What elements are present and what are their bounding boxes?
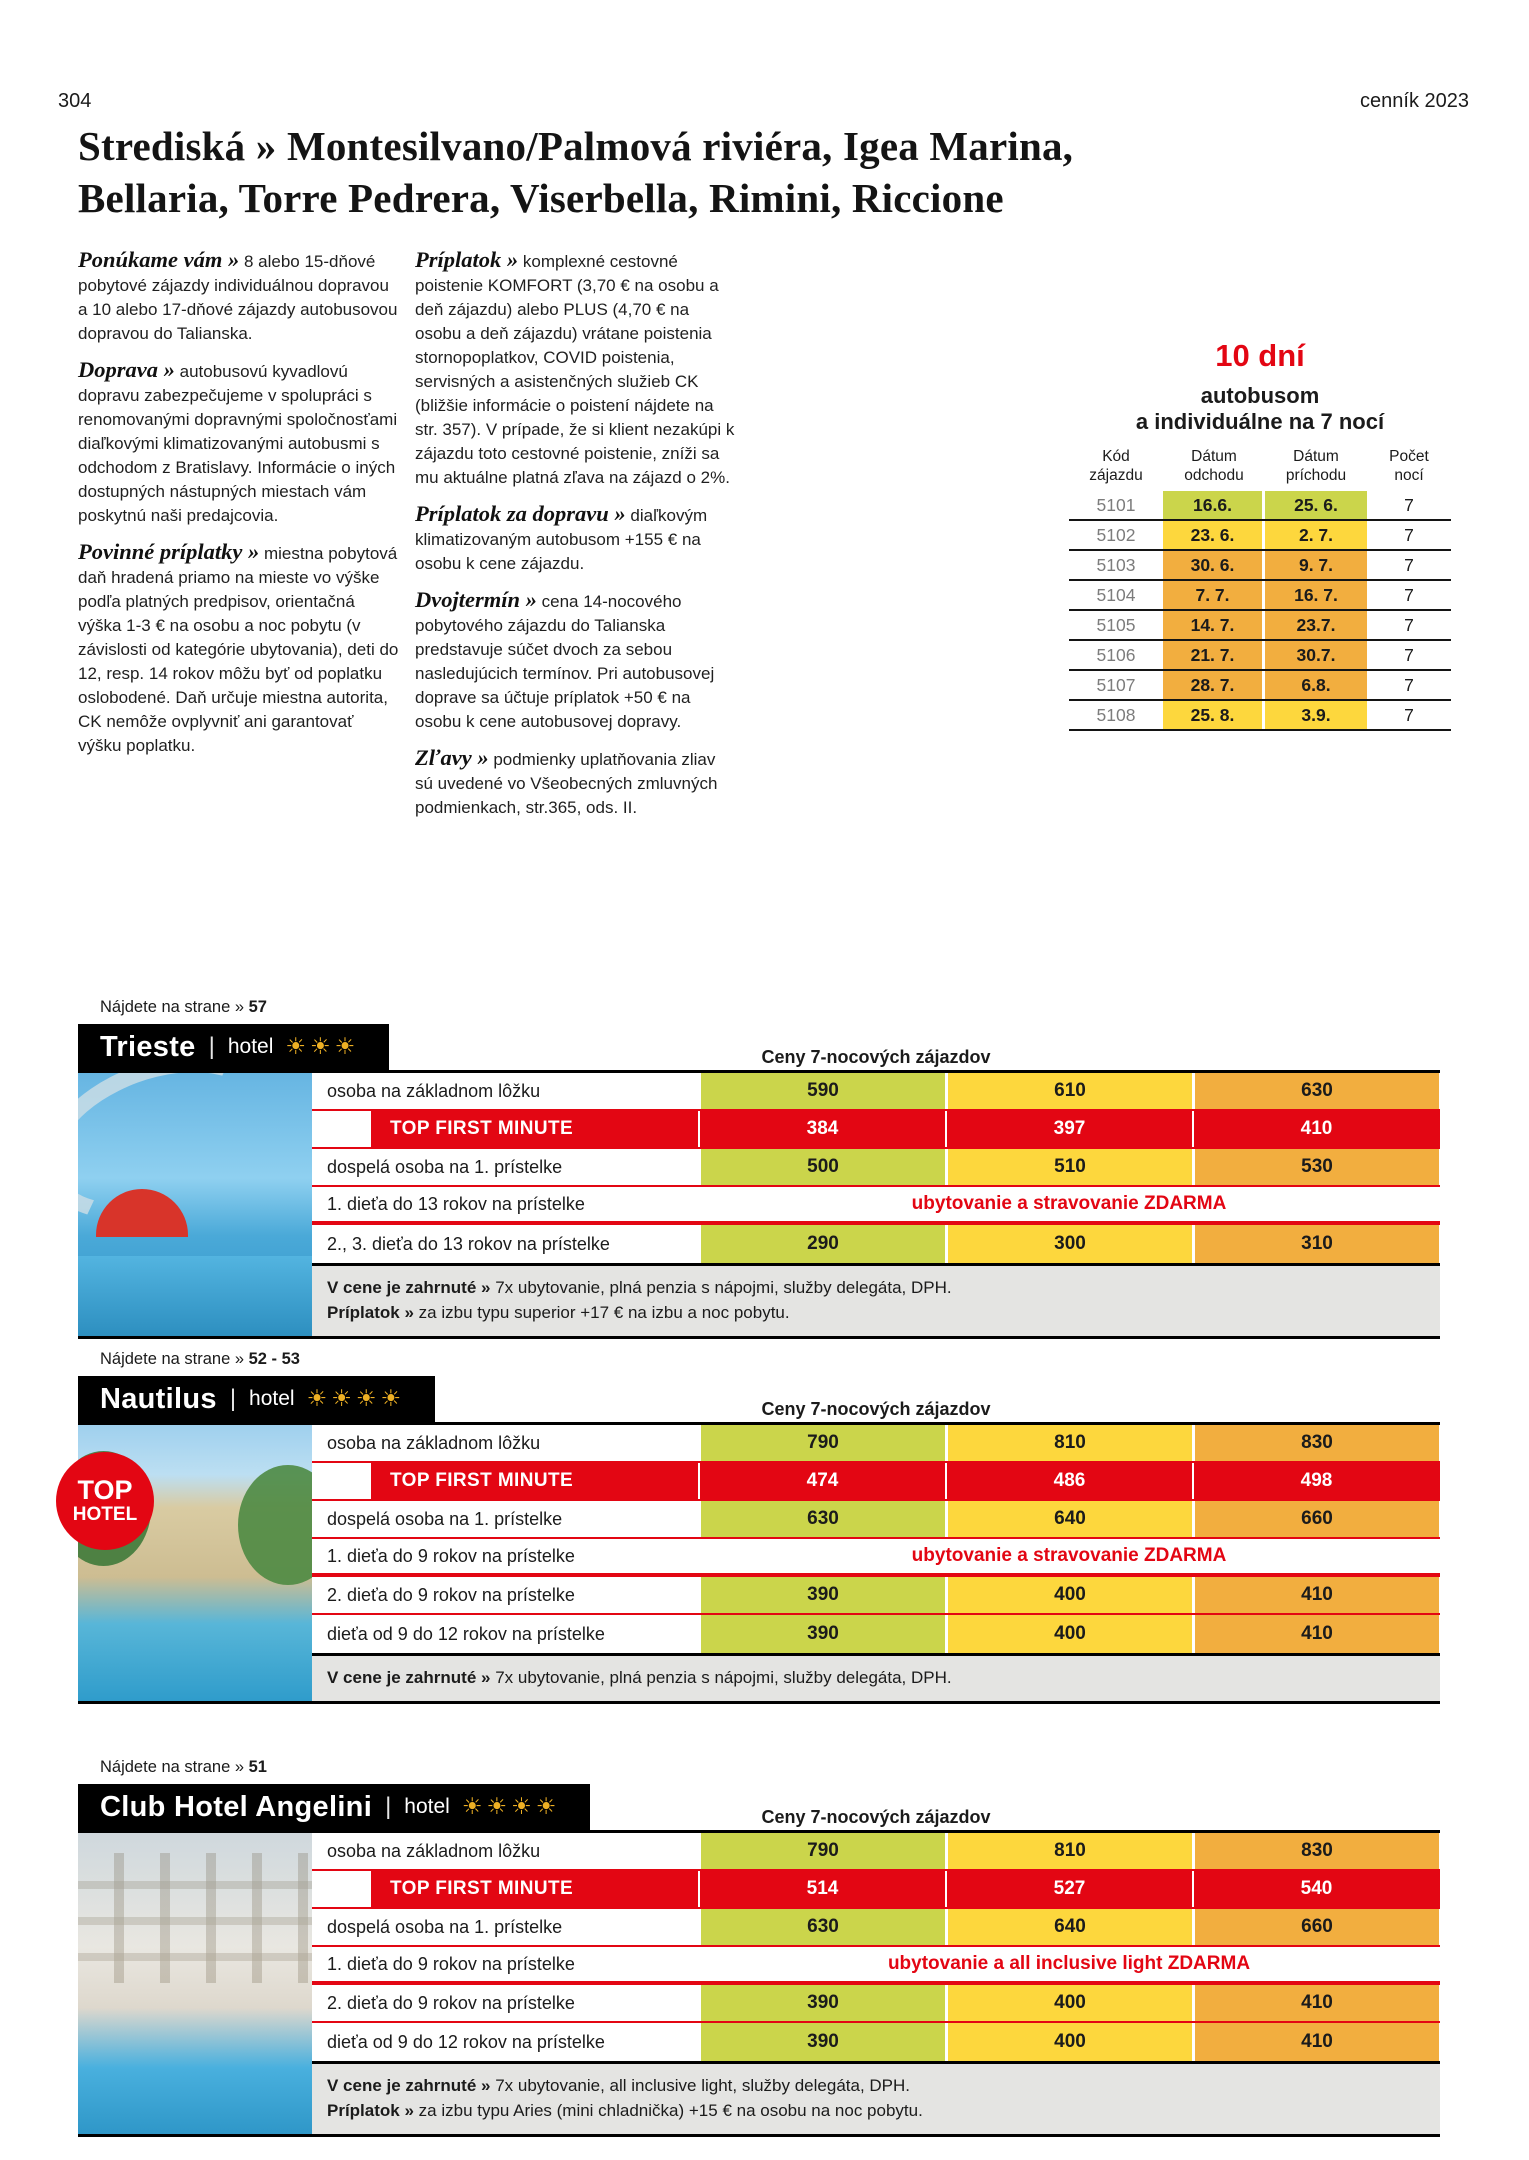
departure-row: 5103 30. 6. 9. 7. 7 — [1069, 551, 1451, 581]
divider: | — [385, 1793, 392, 1820]
price-cell: 410 — [1192, 1577, 1439, 1613]
price-row — [312, 1073, 1440, 1111]
badge-line2: HOTEL — [72, 1504, 138, 1525]
sun-star-icons: ☀☀☀☀ — [306, 1385, 406, 1412]
page-reference: Nájdete na strane » 52 - 53 — [100, 1350, 300, 1368]
divider: | — [208, 1033, 215, 1060]
notch — [312, 1111, 371, 1147]
price-cell: 390 — [698, 1985, 945, 2021]
price-cell: 660 — [1192, 1909, 1439, 1945]
hotel-category: hotel — [404, 1795, 450, 1818]
departure-row: 5107 28. 7. 6.8. 7 — [1069, 671, 1451, 701]
hotel-name: Club Hotel Angelini — [100, 1790, 373, 1823]
hotel-photo — [78, 1073, 312, 1336]
notch — [312, 1463, 371, 1499]
included-note: V cene je zahrnuté » 7x ubytovanie, all inclusive light, služby delegáta, DPH. — [327, 2076, 911, 2095]
price-cell: 486 — [945, 1463, 1192, 1499]
page-title-line2: Bellaria, Torre Pedrera, Viserbella, Rimini, Riccione — [78, 175, 1004, 221]
price-table-header: Ceny 7-nocových zájazdov — [761, 1047, 991, 1067]
price-row — [312, 1149, 1440, 1187]
price-row — [312, 1985, 1440, 2023]
top-first-minute-row — [312, 1463, 1440, 1501]
row-label: 2. dieťa do 9 rokov na prístelke — [312, 1577, 698, 1613]
price-table-header: Ceny 7-nocových zájazdov — [761, 1399, 991, 1419]
page-reference-number: 52 - 53 — [248, 1350, 300, 1368]
departures-subtitle-2: a individuálne na 7 nocí — [1135, 409, 1385, 434]
included-note: V cene je zahrnuté » 7x ubytovanie, plná penzia s nápojmi, služby delegáta, DPH. — [327, 1668, 952, 1687]
price-cell: 390 — [698, 1577, 945, 1613]
free-row-text: ubytovanie a stravovanie ZDARMA — [911, 1545, 1227, 1566]
top-first-minute-row — [312, 1871, 1440, 1909]
free-row — [312, 1947, 1440, 1985]
paragraph-text: diaľkovým klimatizovaným autobusom +155 € na osobu k cene zájazdu. — [415, 506, 708, 573]
surcharge-note: Príplatok » za izbu typu Aries (mini chladnička) +15 € na osobu na noc pobytu. — [327, 2101, 923, 2120]
pool-shape — [78, 1256, 312, 1336]
row-label: dospelá osoba na 1. prístelke — [312, 1909, 698, 1945]
price-cell: 660 — [1192, 1501, 1439, 1537]
free-row — [312, 1539, 1440, 1577]
paragraph-lead: Doprava » — [78, 357, 175, 382]
paragraph-lead: Príplatok » — [415, 247, 519, 272]
row-label: osoba na základnom lôžku — [312, 1073, 698, 1109]
price-cell: 630 — [1192, 1073, 1439, 1109]
price-cell: 810 — [945, 1425, 1192, 1461]
price-cell: 630 — [698, 1909, 945, 1945]
paragraph-text: 8 alebo 15-dňové pobytové zájazdy individuálnou dopravou a 10 alebo 17-dňové zájazdy autobusovou dopravou do Talianska. — [78, 252, 398, 343]
page-reference: Nájdete na strane » 51 — [100, 1758, 267, 1776]
page-number: 304 — [58, 90, 92, 112]
price-row — [312, 1577, 1440, 1615]
price-cell: 790 — [698, 1425, 945, 1461]
row-label: 1. dieťa do 9 rokov na prístelke — [312, 1947, 698, 1981]
price-cell: 400 — [945, 1985, 1192, 2021]
sun-star-icons: ☀☀☀☀ — [461, 1793, 561, 1820]
hotel-header-row — [78, 1784, 1440, 1830]
hotel-footer-notes — [312, 2064, 1440, 2134]
price-row — [312, 1225, 1440, 1263]
page-title-line1: Strediská » Montesilvano/Palmová riviéra, Igea Marina, — [78, 123, 1074, 169]
hotel-price-table — [78, 1070, 1440, 1339]
departures-col-header: Počet nocí — [1389, 448, 1429, 484]
intro-paragraph — [415, 588, 738, 734]
paragraph-lead: Príplatok za dopravu » — [415, 501, 626, 526]
top-hotel-badge — [56, 1452, 154, 1550]
top-first-minute-row — [312, 1111, 1440, 1149]
paragraph-text: komplexné cestovné poistenie KOMFORT (3,70 € na osobu a deň zájazdu) alebo PLUS (4,70 € na osobu a deň zájazdu) vrátane poistenia stornopoplatkov, COVID poistenia, servisných a asistenčných služieb CK (bližšie informácie o poistení nájdete na str. 357). V prípade, že si klient nezakúpi k zájazdu toto cestovné poistenie, zníži sa mu aktuálne platná zľava na zájazd o 2%. — [415, 252, 735, 487]
row-label: TOP FIRST MINUTE — [312, 1463, 698, 1499]
catalog-edition: cenník 2023 — [1360, 90, 1469, 112]
row-label: TOP FIRST MINUTE — [312, 1871, 698, 1907]
price-cell: 810 — [945, 1833, 1192, 1869]
sun-star-icons: ☀☀☀ — [285, 1033, 360, 1060]
price-cell: 498 — [1192, 1463, 1439, 1499]
included-note: V cene je zahrnuté » 7x ubytovanie, plná penzia s nápojmi, služby delegáta, DPH. — [327, 1278, 952, 1297]
paragraph-lead: Povinné príplatky » — [78, 539, 260, 564]
row-label: TOP FIRST MINUTE — [312, 1111, 698, 1147]
price-cell: 400 — [945, 1577, 1192, 1613]
hotel-name: Nautilus — [100, 1382, 217, 1415]
departure-row: 5101 16.6. 25. 6. 7 — [1069, 491, 1451, 521]
row-label: 2. dieťa do 9 rokov na prístelke — [312, 1985, 698, 2021]
departures-col-header: Dátum odchodu — [1184, 448, 1244, 484]
surcharge-note: Príplatok » za izbu typu superior +17 € na izbu a noc pobytu. — [327, 1303, 790, 1322]
price-cell: 630 — [698, 1501, 945, 1537]
tree-shape — [238, 1465, 312, 1585]
intro-paragraph — [78, 248, 401, 346]
price-cell: 640 — [945, 1909, 1192, 1945]
hotel-price-table — [78, 1830, 1440, 2137]
hotel-category: hotel — [249, 1387, 295, 1410]
price-row — [312, 1615, 1440, 1653]
price-cell: 510 — [945, 1149, 1192, 1185]
paragraph-text: autobusovú kyvadlovú dopravu zabezpečujeme v spolupráci s renomovanými dopravnými spoločnosťami diaľkovými klimatizovanými autobusmi s odchodom z Bratislavy. Informácie o iných dostupných nástupných miestach vám poskytnú naši predajcovia. — [78, 362, 398, 525]
price-cell: 400 — [945, 2023, 1192, 2061]
price-row — [312, 1501, 1440, 1539]
departures-col-header: Kód zájazdu — [1089, 448, 1143, 484]
price-cell: 474 — [698, 1463, 945, 1499]
hotel-section-nautilus — [78, 1350, 1440, 1704]
intro-text — [78, 248, 738, 832]
price-cell: 290 — [698, 1225, 945, 1263]
row-label: osoba na základnom lôžku — [312, 1833, 698, 1869]
paragraph-text: cena 14-nocového pobytového zájazdu do Talianska predstavuje súčet dvoch za sebou nasledujúcich termínov. Pri autobusovej doprave sa účtuje príplatok +50 € na osobu k cene autobusovej dopravy. — [415, 592, 715, 731]
departure-row: 5108 25. 8. 3.9. 7 — [1069, 701, 1451, 731]
paragraph-text: podmienky uplatňovania zliav sú uvedené vo Všeobecných zmluvných podmienkach, str.365, ods. II. — [415, 750, 718, 817]
hotel-price-table — [78, 1422, 1440, 1704]
departure-row: 5105 14. 7. 23.7. 7 — [1069, 611, 1451, 641]
departure-row: 5102 23. 6. 2. 7. 7 — [1069, 521, 1451, 551]
price-cell: 400 — [945, 1615, 1192, 1653]
divider: | — [229, 1385, 237, 1412]
hotel-photo — [78, 1833, 312, 2134]
price-cell: 500 — [698, 1149, 945, 1185]
hotel-footer-notes — [312, 1266, 1440, 1336]
price-cell: 410 — [1192, 1985, 1439, 2021]
hotel-name: Trieste — [100, 1030, 196, 1063]
price-row — [312, 2023, 1440, 2061]
departures-title: 10 dní — [1215, 338, 1305, 373]
building-windows-shape — [78, 1853, 312, 1983]
page-reference-number: 57 — [248, 998, 267, 1016]
free-row-text: ubytovanie a stravovanie ZDARMA — [911, 1193, 1227, 1214]
price-cell: 390 — [698, 1615, 945, 1653]
row-label: dospelá osoba na 1. prístelke — [312, 1149, 698, 1185]
row-label: 1. dieťa do 9 rokov na prístelke — [312, 1539, 698, 1573]
departures-panel — [1048, 338, 1472, 731]
intro-paragraph — [78, 358, 401, 528]
price-table-header: Ceny 7-nocových zájazdov — [761, 1807, 991, 1827]
row-label: dieťa od 9 do 12 rokov na prístelke — [312, 1615, 698, 1653]
price-cell: 410 — [1192, 1111, 1439, 1147]
price-row — [312, 1833, 1440, 1871]
price-cell: 410 — [1192, 1615, 1439, 1653]
paragraph-lead: Ponúkame vám » — [78, 247, 240, 272]
price-row — [312, 1425, 1440, 1463]
departures-col-header: Dátum príchodu — [1285, 448, 1347, 484]
hotel-category: hotel — [227, 1035, 274, 1058]
row-label: osoba na základnom lôžku — [312, 1425, 698, 1461]
departure-row: 5106 21. 7. 30.7. 7 — [1069, 641, 1451, 671]
price-cell: 530 — [1192, 1149, 1439, 1185]
paragraph-text: miestna pobytová daň hradená priamo na mieste vo výške podľa platných predpisov, orientačná výška 1-3 € na osobu a noc pobytu (v závislosti od kategórie ubytovania), deti do 12, resp. 14 rokov môžu byť od poplatku oslobodené. Daň určuje miestna autorita, CK nemôže ovplyvniť ani garantovať výšku poplatku. — [78, 544, 399, 755]
price-cell: 830 — [1192, 1833, 1439, 1869]
paragraph-lead: Zľavy » — [415, 745, 489, 770]
intro-paragraph — [415, 502, 738, 576]
notch — [312, 1871, 371, 1907]
page-reference-number: 51 — [248, 1758, 267, 1776]
price-cell: 830 — [1192, 1425, 1439, 1461]
price-cell: 540 — [1192, 1871, 1439, 1907]
price-cell: 300 — [945, 1225, 1192, 1263]
badge-line1: TOP — [77, 1475, 133, 1505]
row-label: 1. dieťa do 13 rokov na prístelke — [312, 1187, 698, 1221]
departures-header-row — [1069, 447, 1451, 491]
paragraph-lead: Dvojtermín » — [415, 587, 537, 612]
page-title — [78, 120, 1478, 224]
hotel-header-row — [78, 1024, 1440, 1070]
hotel-section-angelini — [78, 1758, 1440, 2137]
intro-column-2 — [415, 248, 738, 832]
price-cell: 514 — [698, 1871, 945, 1907]
hotel-header-row — [78, 1376, 1440, 1422]
price-cell: 410 — [1192, 2023, 1439, 2061]
price-cell: 610 — [945, 1073, 1192, 1109]
departure-row: 5104 7. 7. 16. 7. 7 — [1069, 581, 1451, 611]
price-cell: 790 — [698, 1833, 945, 1869]
free-row — [312, 1187, 1440, 1225]
price-cell: 397 — [945, 1111, 1192, 1147]
price-cell: 527 — [945, 1871, 1192, 1907]
page-reference: Nájdete na strane » 57 — [100, 998, 267, 1016]
intro-paragraph — [415, 746, 738, 820]
price-cell: 640 — [945, 1501, 1192, 1537]
intro-paragraph — [78, 540, 401, 758]
price-cell: 590 — [698, 1073, 945, 1109]
price-row — [312, 1909, 1440, 1947]
row-label: dospelá osoba na 1. prístelke — [312, 1501, 698, 1537]
free-row-text: ubytovanie a all inclusive light ZDARMA — [887, 1953, 1251, 1974]
departures-table — [1069, 447, 1451, 731]
departures-subtitle-1: autobusom — [1200, 383, 1320, 408]
hotel-section-trieste — [78, 998, 1440, 1339]
price-cell: 310 — [1192, 1225, 1439, 1263]
intro-column-1 — [78, 248, 401, 832]
intro-paragraph — [415, 248, 738, 490]
price-cell: 384 — [698, 1111, 945, 1147]
price-cell: 390 — [698, 2023, 945, 2061]
row-label: dieťa od 9 do 12 rokov na prístelke — [312, 2023, 698, 2061]
hotel-footer-notes — [312, 1656, 1440, 1701]
row-label: 2., 3. dieťa do 13 rokov na prístelke — [312, 1225, 698, 1263]
